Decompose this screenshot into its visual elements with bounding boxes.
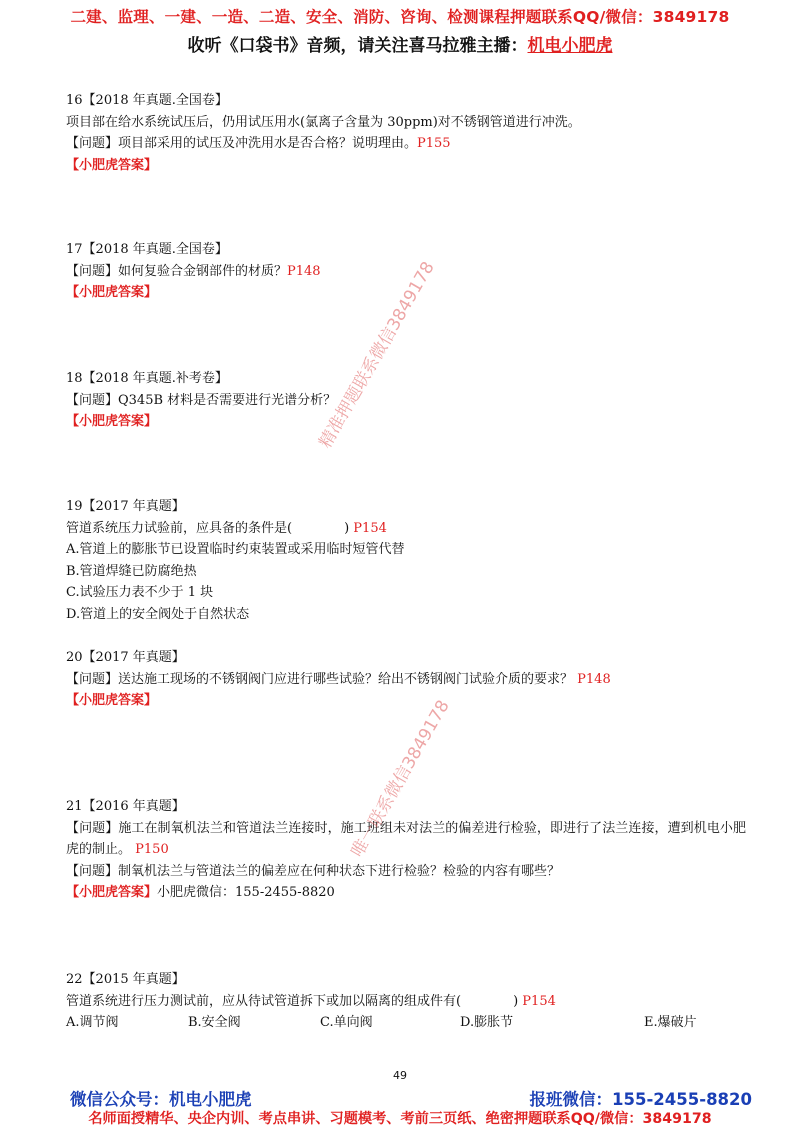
q19-option-a: A.管道上的膨胀节已设置临时约束装置或采用临时短管代替 — [66, 542, 405, 557]
q19-option-b: B.管道焊缝已防腐绝热 — [66, 563, 197, 579]
page-number: 49 — [393, 1069, 407, 1082]
q21-answer-label: 【小肥虎答案】 — [66, 885, 158, 900]
q20-heading: 20【2017 年真题】 — [66, 650, 185, 665]
q20-question-line — [66, 669, 746, 691]
q19-page-ref: P154 — [353, 520, 387, 536]
q19-stem-line — [66, 518, 746, 540]
q22-page-ref: P154 — [522, 993, 556, 1009]
q19-option-d: D.管道上的安全阀处于自然状态 — [66, 606, 250, 622]
q21-question: 【问题】制氧机法兰与管道法兰的偏差应在何种状态下进行检验？检验的内容有哪些？ — [66, 863, 561, 879]
header-banner: 二建、监理、一建、一造、二造、安全、消防、咨询、检测课程押题联系QQ/微信：3849178 — [70, 8, 730, 26]
q22-option-a: A.调节阀 — [66, 1015, 119, 1030]
q21-answer-wechat: 小肥虎微信：155-2455-8820 — [157, 885, 335, 900]
q18-question: 【问题】Q345B 材料是否需要进行光谱分析？ — [66, 392, 337, 408]
question-20 — [66, 647, 746, 712]
q22-option-e: E.爆破片 — [644, 1015, 697, 1030]
q17-heading: 17【2018 年真题.全国卷】 — [66, 242, 228, 257]
q16-stem: 项目部在给水系统试压后，仍用试压用水(氯离子含量为 30ppm)对不锈钢管道进行冲洗。 — [66, 114, 581, 130]
watermark-bottom: 唯一联系微信3849178 — [347, 696, 454, 861]
footer-enroll-wechat: 报班微信：155-2455-8820 — [529, 1090, 752, 1109]
q21-stem-block — [66, 818, 746, 861]
subtitle-prefix: 收听《口袋书》音频，请关注喜马拉雅主播： — [187, 36, 528, 56]
q20-answer-label: 【小肥虎答案】 — [66, 693, 158, 708]
footer-bottom-banner: 名师面授精华、央企内训、考点串讲、习题模考、考前三页纸、绝密押题联系QQ/微信：3849178 — [88, 1111, 712, 1127]
q16-heading: 16【2018 年真题.全国卷】 — [66, 93, 228, 108]
q16-page-ref: P155 — [417, 136, 451, 151]
q22-heading: 22【2015 年真题】 — [66, 972, 185, 987]
q17-answer-label: 【小肥虎答案】 — [66, 285, 158, 300]
q16-answer-label: 【小肥虎答案】 — [66, 157, 158, 173]
q21-stem: 【问题】施工在制氧机法兰和管道法兰连接时，施工班组未对法兰的偏差进行检验，即进行了法兰连接，遭到机电小肥虎的制止。 — [66, 820, 746, 857]
q21-answer-line — [66, 882, 746, 904]
q20-question: 【问题】送达施工现场的不锈钢阀门应进行哪些试验？给出不锈钢阀门试验介质的要求？ — [66, 671, 574, 687]
q16-question: 【问题】项目部采用的试压及冲洗用水是否合格？说明理由。 — [66, 136, 418, 151]
question-21 — [66, 796, 746, 904]
q19-stem: 管道系统压力试验前，应具备的条件是( ) — [66, 520, 350, 536]
q16-question-line — [66, 133, 746, 155]
watermark-top: 精准押题联系微信3849178 — [315, 258, 439, 452]
q19-option-c: C.试验压力表不少于 1 块 — [66, 585, 214, 600]
footer-wechat-account: 微信公众号：机电小肥虎 — [70, 1090, 252, 1109]
q22-option-c: C.单向阀 — [320, 1015, 373, 1030]
q18-answer-label: 【小肥虎答案】 — [66, 414, 158, 429]
question-22 — [66, 969, 746, 1034]
q22-stem: 管道系统进行压力测试前，应从待试管道拆下或加以隔离的组成件有( ) — [66, 993, 519, 1009]
q22-stem-line — [66, 991, 746, 1013]
question-18 — [66, 368, 746, 433]
q22-options — [66, 1012, 746, 1034]
q17-page-ref: P148 — [287, 263, 321, 279]
q18-heading: 18【2018 年真题.补考卷】 — [66, 371, 228, 386]
q21-page-ref: P150 — [135, 842, 169, 857]
question-16 — [66, 90, 746, 176]
q22-option-d: D.膨胀节 — [460, 1015, 514, 1030]
header-subtitle — [0, 31, 800, 56]
q19-heading: 19【2017 年真题】 — [66, 499, 185, 514]
q22-option-b: B.安全阀 — [188, 1015, 241, 1030]
q20-page-ref: P148 — [577, 671, 611, 687]
q21-heading: 21【2016 年真题】 — [66, 799, 185, 814]
q17-question: 【问题】如何复验合金钢部件的材质？ — [66, 263, 288, 279]
anchor-name-link[interactable]: 机电小肥虎 — [527, 36, 613, 56]
question-19 — [66, 496, 746, 625]
